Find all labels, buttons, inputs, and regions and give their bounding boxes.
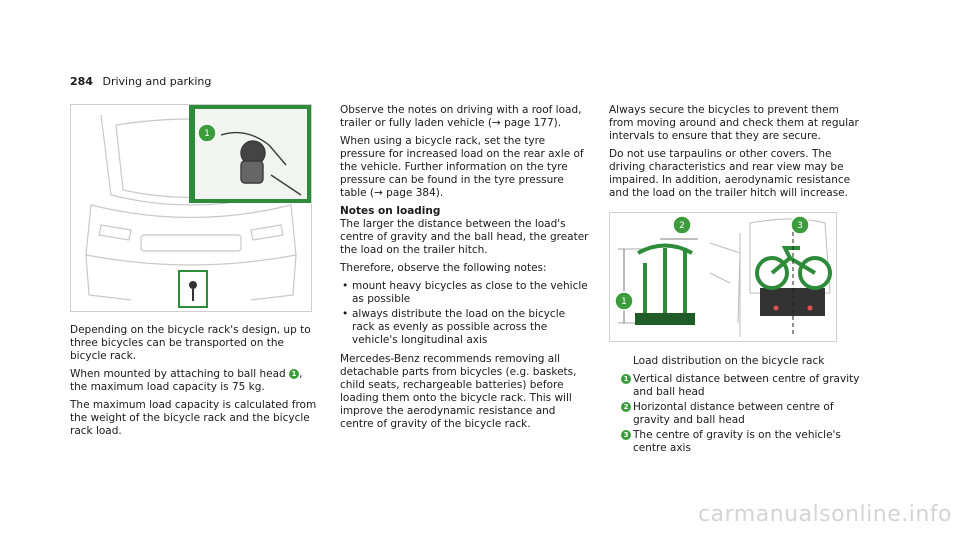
list-item bbox=[340, 308, 590, 347]
text-fragment: , the maximum load capacity is 75 kg. bbox=[70, 368, 303, 393]
figure-callout-1: 1 bbox=[204, 129, 210, 139]
legend-number: 1 bbox=[621, 374, 631, 384]
bicycle-rack-figure bbox=[609, 212, 837, 342]
text-fragment: When mounted by attaching to ball head bbox=[70, 368, 290, 380]
figure-callout-1: 1 bbox=[621, 297, 627, 307]
paragraph-recommendation: Mercedes-Benz recommends removing all detachable parts from bicycles (e.g. baskets, child seats, rechargeable batteries) before loading them onto the bicycle rack. This will improve the aerodynamic resistance and centre of gravity of the bicycle rack. bbox=[340, 353, 577, 430]
legend-text: The centre of gravity is on the vehicle's centre axis bbox=[633, 429, 841, 454]
legend-number: 3 bbox=[621, 430, 631, 440]
legend-number: 2 bbox=[621, 402, 631, 412]
trailer-hitch-figure bbox=[70, 104, 312, 312]
page-header bbox=[70, 75, 211, 88]
page-number: 284 bbox=[70, 75, 93, 88]
bicycle-rack-illustration bbox=[610, 213, 836, 341]
right-column bbox=[609, 104, 859, 205]
callout-1: 1 bbox=[289, 369, 299, 379]
legend-text: Horizontal distance between centre of gravity and ball head bbox=[633, 401, 834, 426]
paragraph-covers: Do not use tarpaulins or other covers. The driving characteristics and rear view may be impaired. In addition, aerodynamic resistance and the load on the trailer hitch will increase. bbox=[609, 148, 851, 199]
list-item-text: mount heavy bicycles as close to the vehicle as possible bbox=[352, 280, 588, 305]
list-item bbox=[340, 280, 590, 306]
paragraph-observe: Therefore, observe the following notes: bbox=[340, 262, 547, 274]
paragraph-observe-notes: Observe the notes on driving with a roof load, trailer or fully laden vehicle (→ page 177). bbox=[340, 104, 582, 129]
loading-notes-list bbox=[340, 280, 590, 347]
figure-caption: Load distribution on the bicycle rack bbox=[633, 355, 825, 367]
legend-text: Vertical distance between centre of gravity and ball head bbox=[633, 373, 860, 398]
paragraph-tyre-pressure: When using a bicycle rack, set the tyre pressure for increased load on the rear axle of the vehicle. Further information on the tyre pressure can be found in the tyre pressure table (→ page 384). bbox=[340, 135, 584, 199]
watermark: carmanualsonline.info bbox=[698, 502, 952, 527]
bullet-icon: • bbox=[342, 308, 349, 320]
paragraph-secure: Always secure the bicycles to prevent them from moving around and check them at regular intervals to ensure that they are secure. bbox=[609, 104, 859, 142]
bullet-icon: • bbox=[342, 280, 349, 292]
paragraph-max-load bbox=[70, 368, 320, 394]
figure-callout-2: 2 bbox=[679, 221, 685, 231]
car-rear-illustration bbox=[71, 105, 311, 311]
legend-item bbox=[621, 401, 861, 427]
legend-item bbox=[621, 373, 861, 399]
section-title: Driving and parking bbox=[102, 75, 212, 88]
figure-callout-3: 3 bbox=[797, 221, 803, 231]
left-column bbox=[70, 324, 320, 443]
middle-column bbox=[340, 104, 590, 436]
paragraph-capacity-intro: Depending on the bicycle rack's design, up to three bicycles can be transported on the bicycle rack. bbox=[70, 324, 311, 362]
figure-legend bbox=[621, 355, 861, 457]
list-item-text: always distribute the load on the bicycle rack as evenly as possible across the vehicle's longitudinal axis bbox=[352, 308, 566, 346]
legend-item bbox=[621, 429, 861, 455]
paragraph-calculation: The maximum load capacity is calculated from the weight of the bicycle rack and the bicycle rack load. bbox=[70, 399, 317, 437]
paragraph-distance: The larger the distance between the load's centre of gravity and the ball head, the greater the load on the trailer hitch. bbox=[340, 218, 589, 256]
heading-notes-on-loading: Notes on loading bbox=[340, 205, 441, 217]
